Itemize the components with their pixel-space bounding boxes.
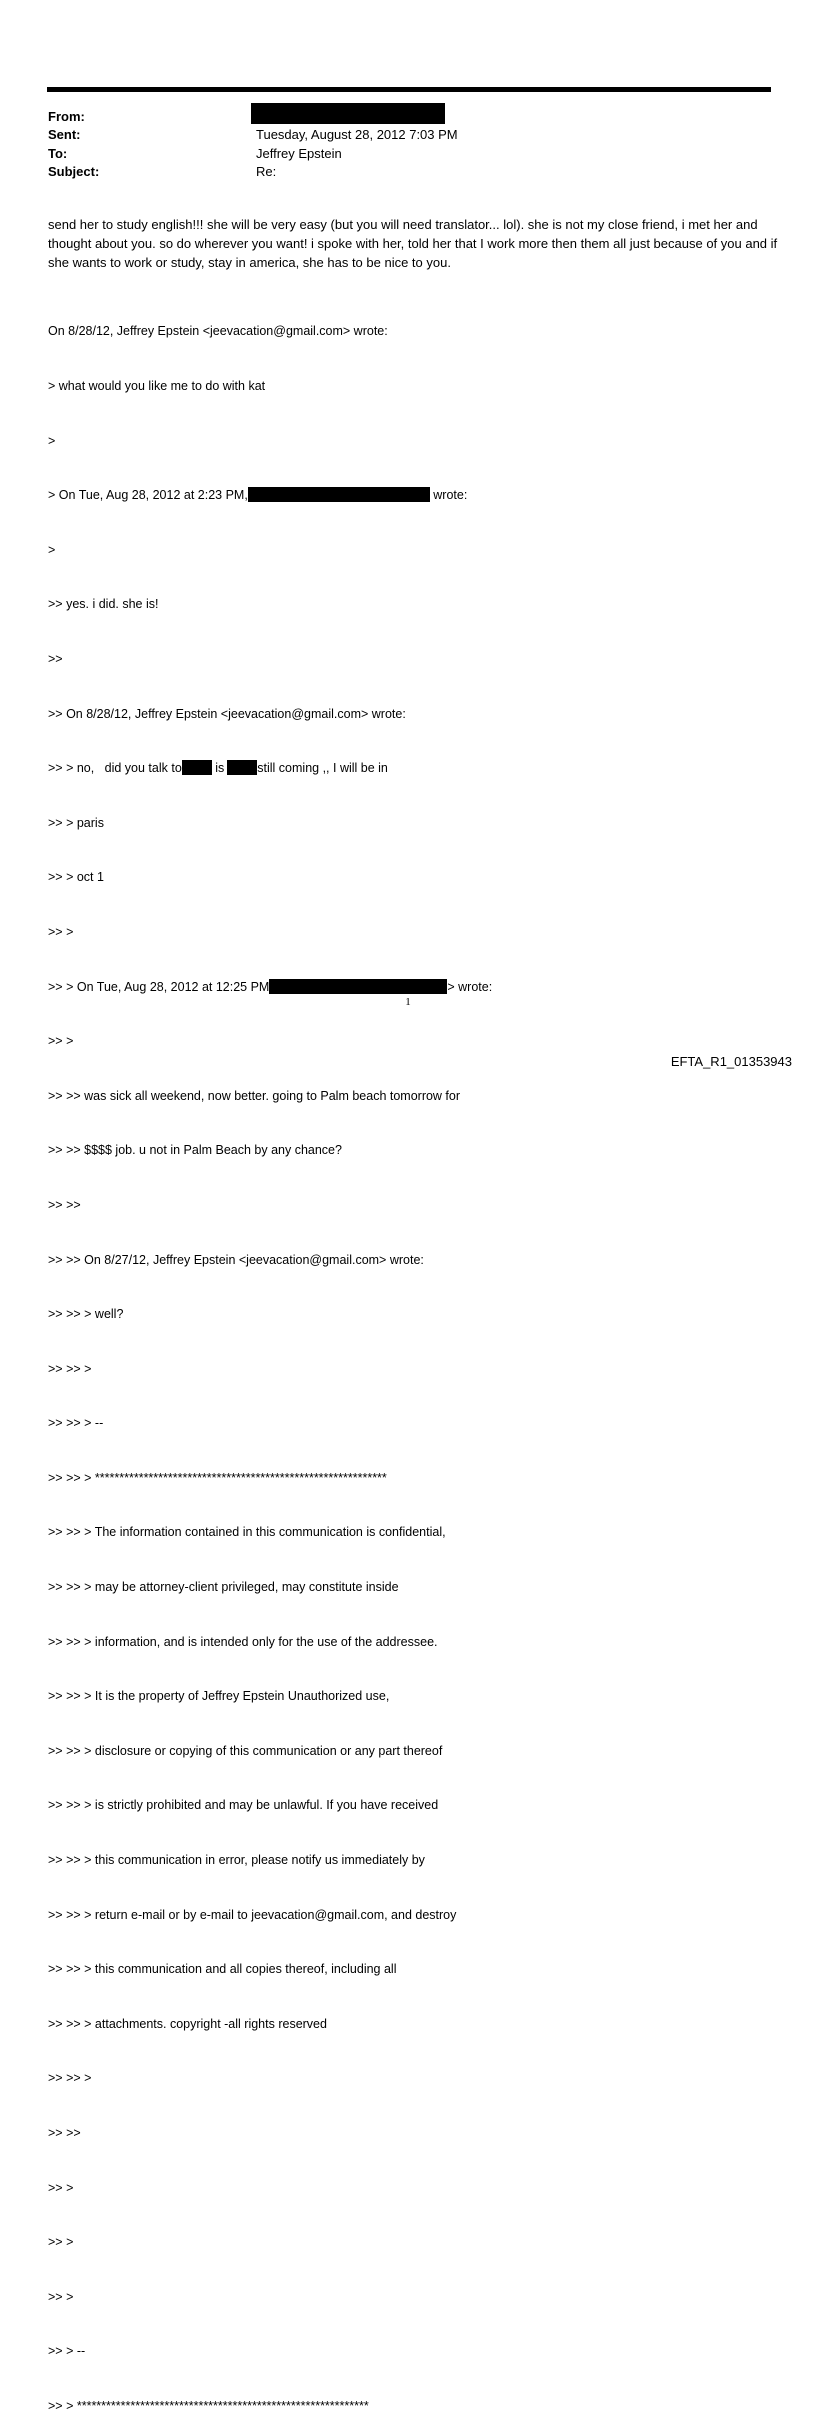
- quote-line: >> >: [48, 2180, 74, 2195]
- quote-line: >> >> > information, and is intended only for the use of the addressee.: [48, 1634, 438, 1649]
- quote-text: wrote:: [429, 488, 468, 503]
- quote-line: On 8/28/12, Jeffrey Epstein <jeevacation@gmail.com> wrote:: [48, 324, 388, 339]
- quote-line: >> >> > this communication in error, please notify us immediately by: [48, 1853, 425, 1868]
- quote-line: >> > paris: [48, 815, 104, 830]
- quote-line: >> >>: [48, 1197, 81, 1212]
- quote-line: >> >> > may be attorney-client privileged, may constitute inside: [48, 1580, 399, 1595]
- quote-line: >>: [48, 651, 63, 666]
- quote-line: >> >> >: [48, 2071, 92, 2086]
- quote-line: >: [48, 433, 56, 448]
- quote-text: > On Tue, Aug 28, 2012 at 2:23 PM,: [48, 488, 248, 503]
- quote-line: >> >: [48, 2235, 74, 2250]
- page-number: 1: [405, 996, 411, 1008]
- quote-line: >> >>: [48, 2126, 81, 2140]
- quote-line: >> yes. i did. she is!: [48, 597, 159, 612]
- quote-line: >> >> > The information contained in this communication is confidential,: [48, 1525, 446, 1540]
- quote-line: >> >> > well?: [48, 1307, 124, 1322]
- name-redaction: [182, 760, 212, 775]
- message-body: send her to study english!!! she will be very easy (but you will need translator... lol). she is not my close friend, i met her and thought about you. so do wherever you want! i spoke with her, told her that I work more then them all just because of you and if she wants to work or study, stay in america, she has to be nice to you.: [48, 217, 778, 270]
- quote-line: > what would you like me to do with kat: [48, 379, 266, 393]
- quote-text: is: [211, 761, 225, 776]
- quote-line: [48, 759, 492, 777]
- quote-line: >> >: [48, 1034, 74, 1049]
- quoted-thread: [48, 286, 492, 2433]
- quote-line: >> > ************************************************************: [48, 2398, 369, 2413]
- quote-line: >> >> > attachments. copyright -all rights reserved: [48, 2016, 327, 2031]
- quote-line: [48, 978, 492, 996]
- quote-line: >> >: [48, 924, 74, 939]
- quote-text: >> > On Tue, Aug 28, 2012 at 12:25 PM: [48, 979, 270, 994]
- quote-line: [48, 486, 492, 504]
- from-label: From:: [48, 109, 85, 124]
- quote-line: >> >> > is strictly prohibited and may be unlawful. If you have received: [48, 1798, 439, 1813]
- quote-line: >> >> was sick all weekend, now better. going to Palm beach tomorrow for: [48, 1088, 461, 1103]
- quote-line: >> >> $$$$ job. u not in Palm Beach by any chance?: [48, 1143, 342, 1158]
- subject-value: Re:: [256, 164, 277, 179]
- sent-value: Tuesday, August 28, 2012 7:03 PM: [256, 127, 458, 142]
- sender-redaction: [269, 979, 447, 994]
- subject-label: Subject:: [48, 164, 100, 179]
- quote-line: >> >> > disclosure or copying of this communication or any part thereof: [48, 1743, 443, 1758]
- quote-line: >> >> > return e-mail or by e-mail to jeevacation@gmail.com, and destroy: [48, 1907, 457, 1922]
- bates-number: EFTA_R1_01353943: [670, 1054, 792, 1069]
- quote-line: >> On 8/28/12, Jeffrey Epstein <jeevacation@gmail.com> wrote:: [48, 706, 406, 721]
- to-value: Jeffrey Epstein: [256, 146, 342, 161]
- quote-line: >> >: [48, 2289, 74, 2304]
- quote-line: >> >> > ************************************************************: [48, 1470, 387, 1485]
- quote-line: >> >> > --: [48, 1416, 104, 1431]
- quote-line: >> > --: [48, 2344, 86, 2359]
- quote-line: >> > oct 1: [48, 870, 104, 885]
- quote-text: > wrote:: [447, 979, 493, 994]
- sent-label: Sent:: [48, 127, 81, 142]
- header-rule: [47, 87, 771, 92]
- quote-line: >> >> >: [48, 1361, 92, 1376]
- quote-text: >> > no, did you talk to: [48, 761, 182, 776]
- quote-line: >> >> On 8/27/12, Jeffrey Epstein <jeevacation@gmail.com> wrote:: [48, 1252, 424, 1267]
- name-redaction: [227, 760, 257, 775]
- quote-line: >: [48, 542, 56, 557]
- sender-redaction: [248, 487, 430, 502]
- from-redaction: [251, 103, 445, 124]
- quote-line: >> >> > this communication and all copies thereof, including all: [48, 1962, 397, 1977]
- quote-text: still coming ,, I will be in: [257, 761, 388, 776]
- to-label: To:: [48, 146, 68, 161]
- quote-line: >> >> > It is the property of Jeffrey Epstein Unauthorized use,: [48, 1689, 390, 1704]
